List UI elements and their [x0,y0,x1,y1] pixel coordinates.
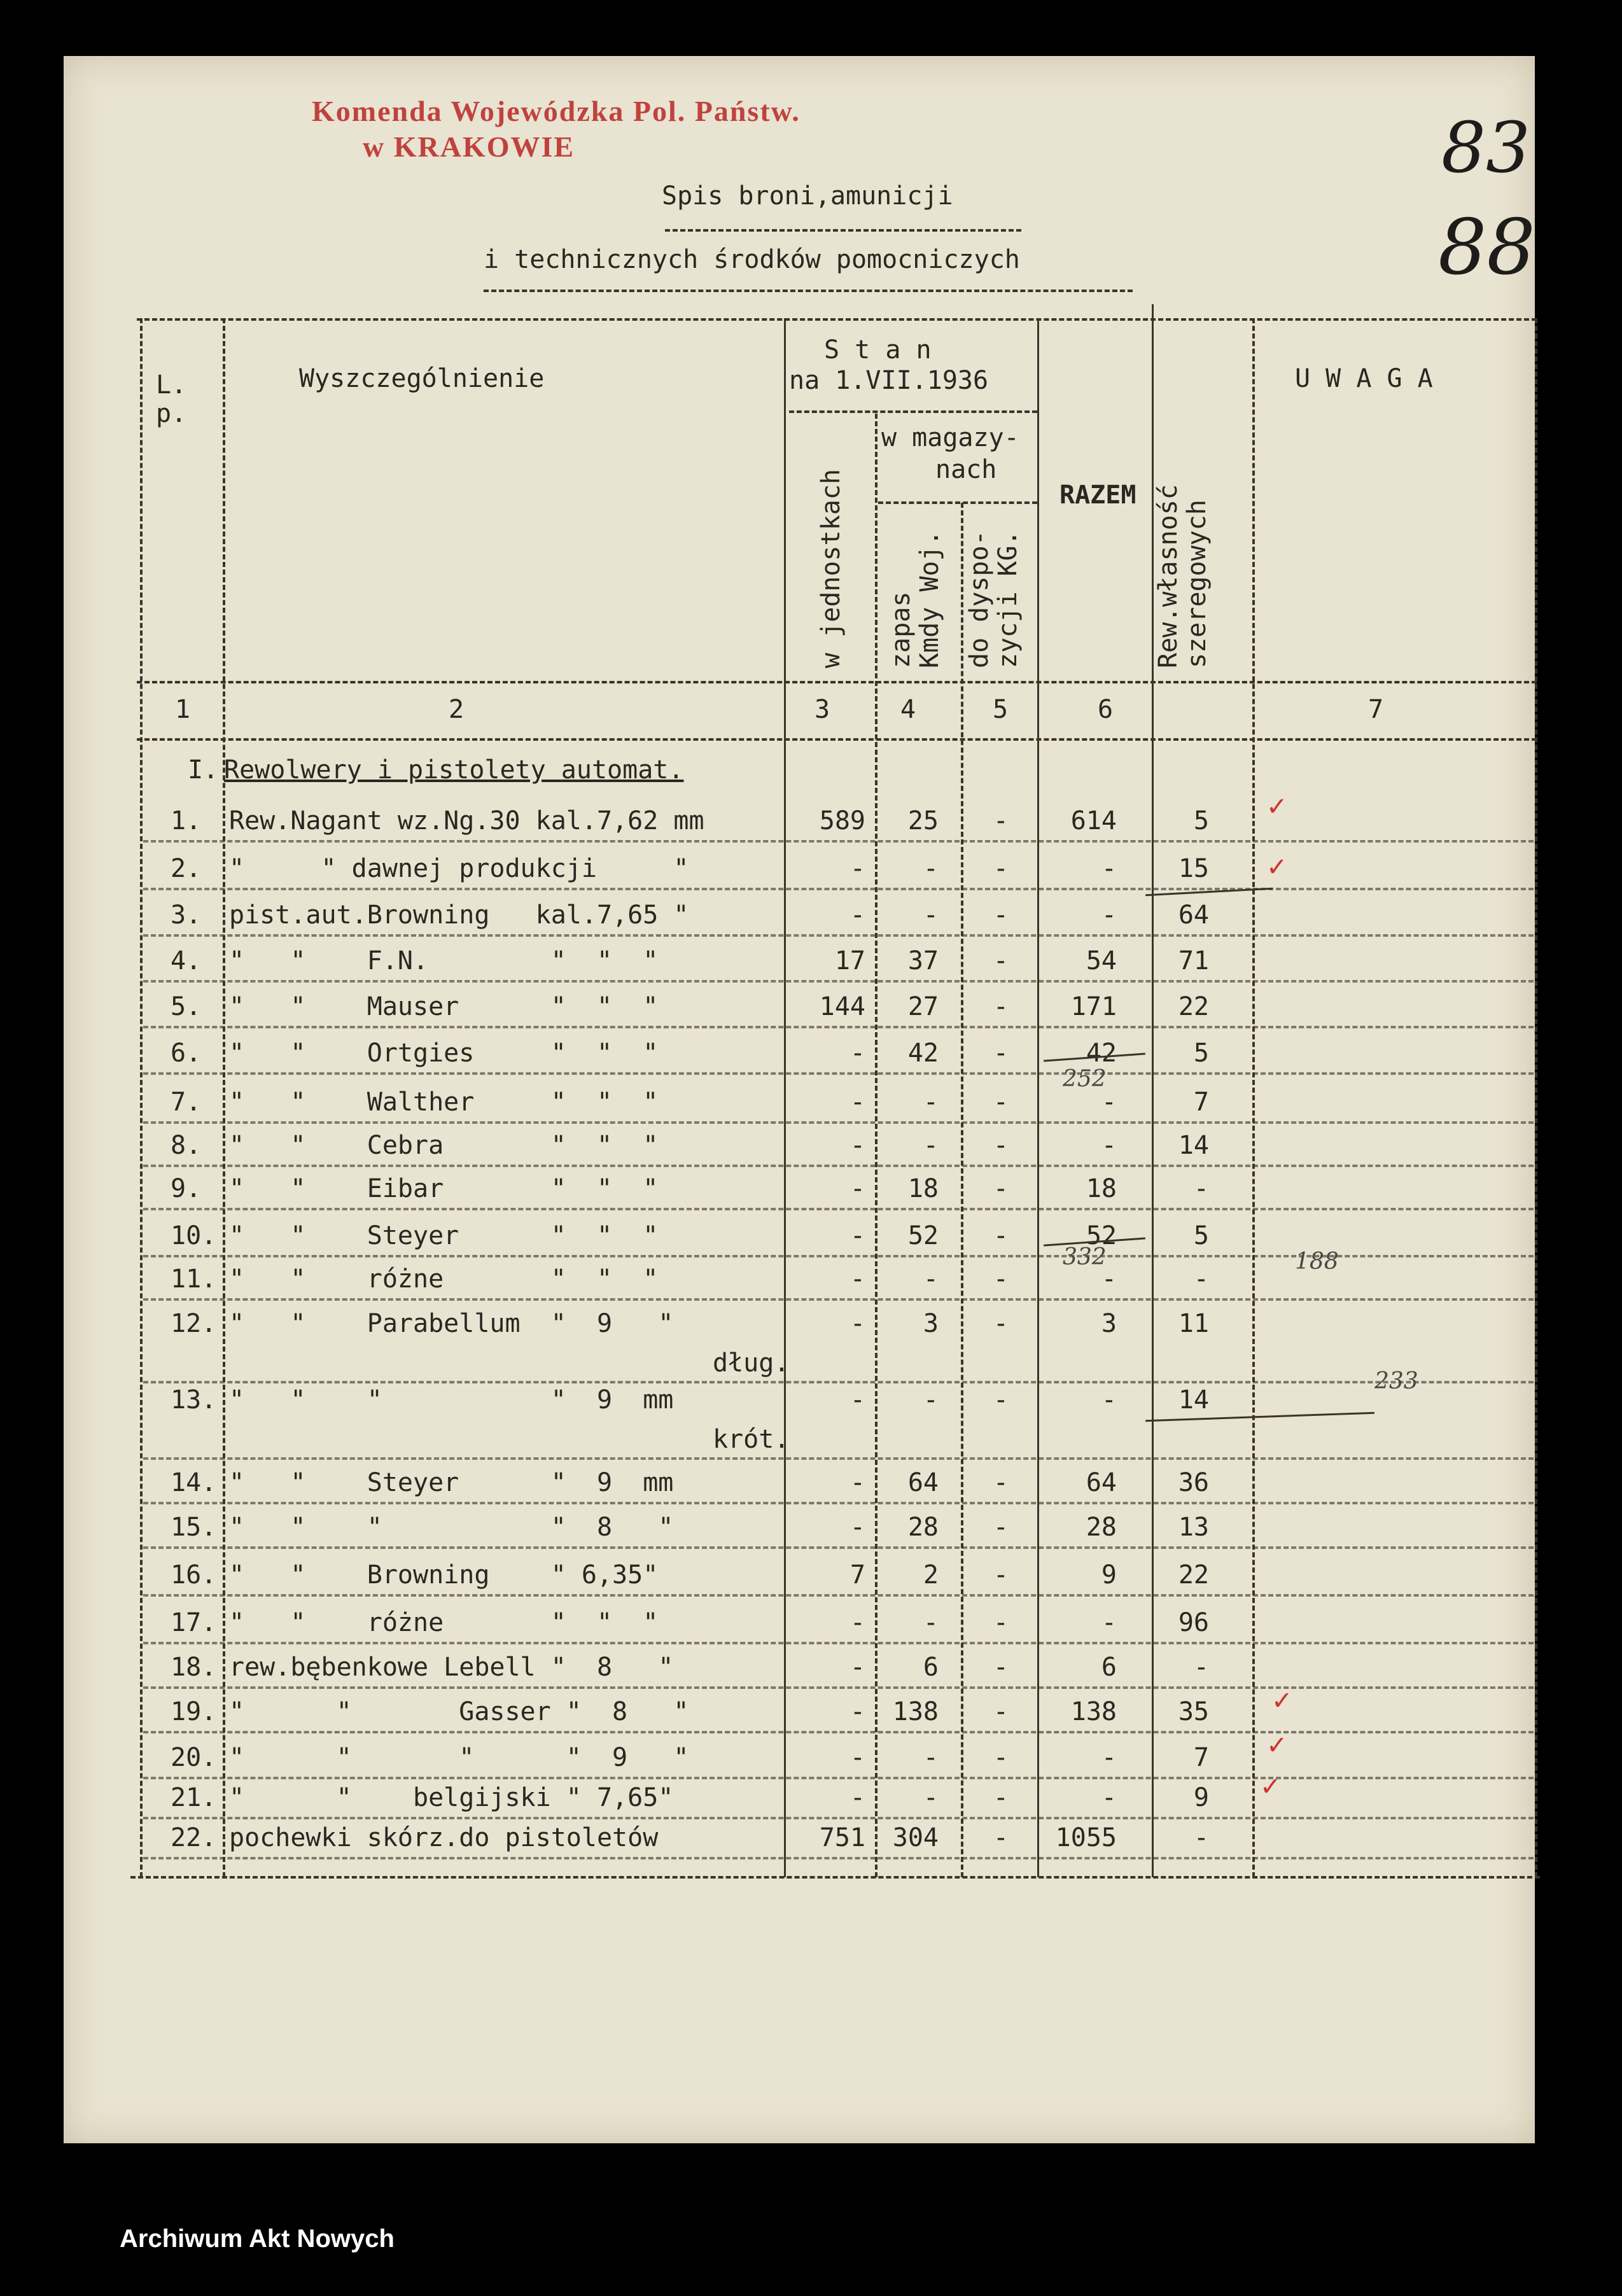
row-value-c5: - [993,1174,1009,1203]
handwritten-page-number-2: 88 [1438,204,1535,292]
row-value-c5: - [993,1131,1009,1160]
row-value-c5: - [993,1823,1009,1852]
row-value-c4: 64 [907,1468,939,1497]
row-value-c5: - [993,1743,1009,1772]
row-value-c5: - [993,1468,1009,1497]
row-separator [143,840,1534,843]
row-separator [143,1777,1534,1779]
header-dysp-2: zycji KG. [993,530,1023,668]
row-value-c6: - [1101,854,1117,883]
row-lp: 1. [171,806,202,836]
row-separator [143,1457,1534,1460]
check-mark-icon: ✓ [1271,1686,1293,1716]
row-lp: 14. [171,1468,217,1497]
row-separator [143,1686,1534,1689]
vline-c3 [875,414,877,1877]
row-value-c6: 171 [1070,992,1117,1021]
row-value-c5: - [993,1608,1009,1637]
row-value-c3: 751 [819,1823,865,1852]
pencil-note-4: 233 [1374,1368,1418,1394]
row-value-c7: 7 [1193,1088,1209,1117]
colnum-3: 3 [814,695,830,724]
check-mark-icon: ✓ [1266,1731,1288,1760]
row-value-c7: 11 [1178,1309,1209,1338]
row-value-c5: - [993,1385,1009,1415]
row-value-c3: - [849,1608,865,1637]
pencil-note-3: 188 [1295,1249,1339,1275]
section-title: Rewolwery i pistolety automat. [224,755,684,785]
row-value-c6: 9 [1101,1560,1117,1590]
row-value-c3: - [849,1653,865,1682]
row-value-c5: - [993,1088,1009,1117]
colnum-separator [137,738,1537,741]
row-separator [143,1642,1534,1644]
row-name: Rew.Nagant wz.Ng.30 kal.7,62 mm [229,806,704,836]
header-dysp-1: do dyspo- [965,530,994,668]
header-uwaga: U W A G A [1295,364,1433,393]
row-value-c6: - [1101,1608,1117,1637]
row-value-c6: 6 [1101,1653,1117,1682]
row-value-c3: - [849,854,865,883]
row-value-c6: - [1101,900,1117,930]
row-separator [143,1381,1534,1383]
row-value-c3: - [849,1783,865,1812]
row-lp: 10. [171,1221,217,1250]
row-value-c4: - [923,1088,939,1117]
archive-footer: Archiwum Akt Nowych [120,2225,395,2253]
row-value-c3: - [849,1743,865,1772]
row-value-c6: 52 [1086,1221,1117,1250]
header-razem: RAZEM [1059,480,1136,510]
row-lp: 12. [171,1309,217,1338]
row-value-c7: 35 [1178,1697,1209,1726]
row-lp: 20. [171,1743,217,1772]
row-value-c7: 7 [1193,1743,1209,1772]
row-lp: 16. [171,1560,217,1590]
title-underline-2 [484,290,1133,292]
row-lp: 4. [171,946,202,976]
pencil-note-2: 332 [1063,1244,1107,1270]
row-value-c4: 138 [892,1697,939,1726]
row-value-c6: 138 [1070,1697,1117,1726]
row-value-c3: 589 [819,806,865,836]
row-name: " " Steyer " 9 mm [229,1468,674,1497]
table-top-border [137,318,1537,321]
row-value-c7: 5 [1193,1039,1209,1068]
handwritten-page-number: 83 [1441,107,1530,188]
row-name: pochewki skórz.do pistoletów [229,1823,659,1852]
row-value-c3: - [849,1513,865,1542]
row-value-c7: 15 [1178,854,1209,883]
row-value-c5: - [993,1560,1009,1590]
row-value-c4: 3 [923,1309,939,1338]
row-value-c6: 3 [1101,1309,1117,1338]
row-value-c4: 6 [923,1653,939,1682]
row-name: " " F.N. " " " [229,946,659,976]
check-mark-icon: ✓ [1260,1772,1282,1802]
row-lp: 17. [171,1608,217,1637]
row-value-c7: - [1193,1264,1209,1294]
row-value-c4: - [923,1385,939,1415]
row-value-c5: - [993,854,1009,883]
row-name: " " różne " " " [229,1264,659,1294]
header-zapas-2: Kmdy Woj. [915,530,944,668]
row-name: " " Walther " " " [229,1088,659,1117]
colnum-1: 1 [175,695,191,724]
row-value-c7: - [1193,1653,1209,1682]
header-magazyn-2: nach [935,455,997,484]
row-value-c5: - [993,1039,1009,1068]
row-name: rew.bębenkowe Lebell " 8 " [229,1653,674,1682]
row-lp: 21. [171,1783,217,1812]
row-name: " " belgijski " 7,65" [229,1783,674,1812]
vline-left [140,318,143,1877]
row-value-c3: - [849,900,865,930]
row-value-c3: - [849,1088,865,1117]
row-lp: 8. [171,1131,202,1160]
row-separator [143,980,1534,983]
row-value-c5: - [993,806,1009,836]
row-value-c4: 52 [907,1221,939,1250]
row-value-c7: - [1193,1174,1209,1203]
row-name: " " Ortgies " " " [229,1039,659,1068]
row-value-c5: - [993,1513,1009,1542]
row-value-c4: - [923,1743,939,1772]
row-value-c3: - [849,1264,865,1294]
row-separator [143,1208,1534,1210]
row-separator [143,1121,1534,1124]
row-lp: 22. [171,1823,217,1852]
row-value-c3: 144 [819,992,865,1021]
row-value-c7: 14 [1178,1385,1209,1415]
row-value-c5: - [993,1221,1009,1250]
row-value-c5: - [993,1264,1009,1294]
header-magazyn-1: w magazy- [881,423,1019,452]
check-mark-icon: ✓ [1266,792,1288,822]
row-separator [143,1594,1534,1597]
header-zapas-1: zapas [886,591,916,668]
row-value-c4: 18 [907,1174,939,1203]
section-number: I. [188,755,219,785]
row-value-c3: - [849,1131,865,1160]
header-lp-2: p. [156,399,187,428]
magazyn-underline [878,501,1037,504]
row-name: " " różne " " " [229,1608,659,1637]
row-value-c4: 37 [907,946,939,976]
row-name: " " Mauser " " " [229,992,659,1021]
header-separator [137,681,1537,683]
row-value-c4: 25 [907,806,939,836]
row-separator [143,1502,1534,1504]
row-lp: 11. [171,1264,217,1294]
row-value-c3: - [849,1385,865,1415]
row-lp: 7. [171,1088,202,1117]
header-rew-1: Rew.własność [1154,484,1183,668]
row-name: " " " " 9 mm [229,1385,674,1415]
row-value-c3: 17 [834,946,865,976]
row-value-c7: 5 [1193,1221,1209,1250]
colnum-5: 5 [993,695,1009,724]
row-value-c4: - [923,1608,939,1637]
colnum-7: 7 [1368,695,1384,724]
row-lp: 18. [171,1653,217,1682]
check-mark-icon: ✓ [1266,853,1288,882]
row-value-c6: 614 [1070,806,1117,836]
row-value-c4: - [923,1131,939,1160]
row-value-c7: 71 [1178,946,1209,976]
row-value-c7: 5 [1193,806,1209,836]
row-value-c6: - [1101,1088,1117,1117]
row-separator [143,1298,1534,1301]
row-name: " " " " 8 " [229,1513,674,1542]
row-value-c6: - [1101,1743,1117,1772]
row-lp: 19. [171,1697,217,1726]
header-rew-2: szeregowych [1182,500,1212,668]
row-name: " " dawnej produkcji " [229,854,689,883]
row-value-c4: 27 [907,992,939,1021]
row-name: " " " " 9 " [229,1743,689,1772]
row-value-c4: 2 [923,1560,939,1590]
row-name: " " Eibar " " " [229,1174,659,1203]
header-lp-1: L. [156,370,187,400]
row-value-c4: - [923,1264,939,1294]
row-value-c3: - [849,1468,865,1497]
row-lp: 15. [171,1513,217,1542]
row-value-c6: - [1101,1783,1117,1812]
row-value-c3: - [849,1697,865,1726]
row-separator [143,934,1534,937]
row-separator [143,1817,1534,1819]
row-lp: 5. [171,992,202,1021]
row-name-continuation: dług. [713,1348,790,1378]
row-value-c4: - [923,854,939,883]
row-value-c5: - [993,946,1009,976]
row-value-c5: - [993,900,1009,930]
header-w-jednostkach: w jednostkach [816,468,846,668]
row-lp: 13. [171,1385,217,1415]
row-lp: 9. [171,1174,202,1203]
header-stan-1: S t a n [824,335,932,365]
row-value-c7: 9 [1193,1783,1209,1812]
row-value-c7: 64 [1178,900,1209,930]
row-value-c4: 28 [907,1513,939,1542]
row-separator [143,1026,1534,1028]
title-line2: i technicznych środków pomocniczych [484,245,1020,274]
row-lp: 2. [171,854,202,883]
row-name: " " Cebra " " " [229,1131,659,1160]
row-value-c6: - [1101,1385,1117,1415]
row-value-c5: - [993,1653,1009,1682]
title-underline-1 [665,229,1021,232]
row-value-c3: 7 [849,1560,865,1590]
row-separator [143,1072,1534,1075]
vline-right [1535,318,1537,1877]
row-name-continuation: krót. [713,1425,790,1454]
title-line1: Spis broni,amunicji [662,181,953,211]
row-separator [143,1165,1534,1167]
row-value-c4: - [923,1783,939,1812]
row-value-c6: 64 [1086,1468,1117,1497]
row-value-c3: - [849,1039,865,1068]
row-value-c7: 22 [1178,992,1209,1021]
row-name: " " Parabellum " 9 " [229,1309,674,1338]
row-separator [143,1731,1534,1733]
row-value-c5: - [993,1697,1009,1726]
row-separator [143,888,1534,890]
row-value-c3: - [849,1221,865,1250]
row-value-c7: 13 [1178,1513,1209,1542]
header-name: Wyszczególnienie [299,364,545,393]
row-value-c5: - [993,1309,1009,1338]
row-value-c4: 42 [907,1039,939,1068]
row-lp: 6. [171,1039,202,1068]
police-stamp-line1: Komenda Wojewódzka Pol. Państw. [312,95,801,127]
pencil-note-1: 252 [1063,1066,1107,1092]
row-value-c6: 28 [1086,1513,1117,1542]
table-bottom-border [130,1876,1540,1879]
vline-c4 [961,503,963,1877]
row-value-c7: 96 [1178,1608,1209,1637]
row-value-c6: 18 [1086,1174,1117,1203]
row-value-c7: - [1193,1823,1209,1852]
row-value-c6: 42 [1086,1039,1117,1068]
row-separator [143,1546,1534,1549]
row-value-c7: 22 [1178,1560,1209,1590]
row-lp: 3. [171,900,202,930]
header-stan-2: na 1.VII.1936 [789,366,989,395]
row-value-c6: 54 [1086,946,1117,976]
row-name: pist.aut.Browning kal.7,65 " [229,900,689,930]
row-value-c3: - [849,1174,865,1203]
row-separator [143,1857,1534,1859]
police-stamp-line2: w KRAKOWIE [363,130,575,163]
row-name: " " Steyer " " " [229,1221,659,1250]
stan-underline [789,410,1037,413]
row-value-c3: - [849,1309,865,1338]
row-value-c6: - [1101,1131,1117,1160]
row-value-c5: - [993,992,1009,1021]
colnum-4: 4 [900,695,916,724]
row-name: " " Gasser " 8 " [229,1697,689,1726]
row-value-c4: - [923,900,939,930]
row-value-c7: 36 [1178,1468,1209,1497]
row-name: " " Browning " 6,35" [229,1560,659,1590]
row-value-c7: 14 [1178,1131,1209,1160]
row-value-c4: 304 [892,1823,939,1852]
row-value-c5: - [993,1783,1009,1812]
row-value-c6: 1055 [1055,1823,1117,1852]
colnum-2: 2 [449,695,465,724]
row-value-c6: - [1101,1264,1117,1294]
colnum-6: 6 [1098,695,1114,724]
